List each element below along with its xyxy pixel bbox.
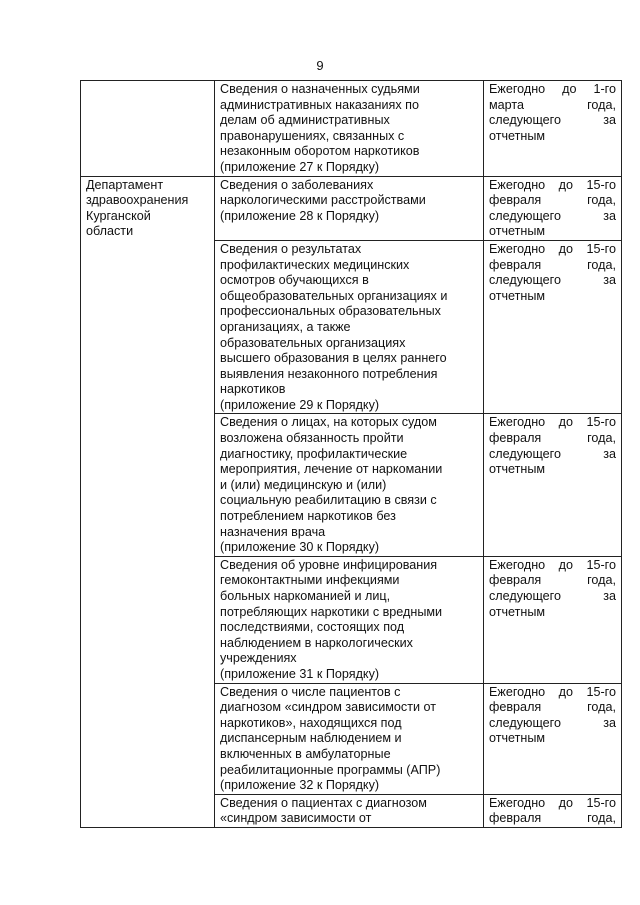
description-cell: Сведения о пациентах с диагнозом «синдром зависимости от	[215, 794, 484, 827]
deadline-cell	[484, 414, 622, 556]
deadline-cell	[484, 81, 622, 177]
description-cell: Сведения о числе пациентов с диагнозом «синдром зависимости от наркотиков», находящихся под диспансерным наблюдением и включенных в амбулаторные реабилитационные программы (АПР) (приложение 32 к Порядку)	[215, 683, 484, 794]
deadline-line: отчетным	[489, 462, 546, 477]
deadline-line: следующего за	[489, 208, 616, 223]
deadline-line: отчетным	[489, 288, 546, 303]
deadline-line: следующего за	[489, 589, 616, 603]
deadline-line: Ежегодно до 15-го	[489, 795, 616, 810]
deadline-cell	[484, 176, 622, 240]
deadline-line: Ежегодно до 15-го	[489, 177, 616, 192]
description-cell: Сведения о назначенных судьями административных наказаниях по делам об административных правонарушениях, связанных с незаконным оборотом наркотиков (приложение 27 к Порядку)	[215, 81, 484, 177]
deadline-line: февраля года,	[489, 700, 616, 715]
deadline-line: следующего за	[489, 113, 616, 128]
department-cell	[81, 81, 215, 177]
deadline-line: марта года,	[489, 97, 616, 112]
deadline-line: отчетным	[489, 604, 546, 619]
reporting-table	[80, 80, 622, 828]
deadline-line: февраля года,	[489, 257, 616, 272]
deadline-line: февраля года,	[489, 573, 616, 588]
deadline-line: отчетным	[489, 128, 546, 143]
deadline-line: февраля года,	[489, 193, 616, 208]
deadline-cell	[484, 240, 622, 414]
deadline-line: февраля года,	[489, 431, 616, 446]
description-cell: Сведения об уровне инфицирования гемоконтактными инфекциями больных наркоманией и лиц, потребляющих наркотики с вредными последствиями, состоящих под наблюдением в наркологических учреждениях (приложение 31 к Порядку)	[215, 556, 484, 683]
deadline-line: Ежегодно до 15-го	[489, 557, 616, 572]
page-number: 9	[316, 58, 324, 73]
deadline-line: отчетным	[489, 224, 546, 239]
deadline-cell	[484, 556, 622, 683]
deadline-line: Ежегодно до 15-го	[489, 241, 616, 256]
deadline-line: февраля года,	[489, 811, 616, 826]
department-cell: Департамент здравоохранения Курганской области	[81, 176, 215, 827]
description-cell: Сведения о лицах, на которых судом возложена обязанность пройти диагностику, профилактические мероприятия, лечение от наркомании и (или) медицинскую и (или) социальную реабилитацию в связи с потреблением наркотиков без назначения врача (приложение 30 к Порядку)	[215, 414, 484, 556]
deadline-line: отчетным	[489, 731, 546, 746]
deadline-line: следующего за	[489, 715, 616, 730]
deadline-line: Ежегодно до 1-го	[489, 82, 616, 96]
deadline-cell	[484, 794, 622, 827]
deadline-cell	[484, 683, 622, 794]
deadline-line: Ежегодно до 15-го	[489, 415, 616, 430]
deadline-line: следующего за	[489, 446, 616, 461]
deadline-line: следующего за	[489, 273, 616, 288]
table-row	[81, 176, 622, 240]
description-cell: Сведения о заболеваниях наркологическими расстройствами (приложение 28 к Порядку)	[215, 176, 484, 240]
deadline-line: Ежегодно до 15-го	[489, 684, 616, 699]
table-row	[81, 81, 622, 177]
description-cell: Сведения о результатах профилактических медицинских осмотров обучающихся в общеобразовательных организациях и профессиональных образовательных организациях, а также образовательных организациях высшего образования в целях раннего выявления незаконного потребления наркотиков (приложение 29 к Порядку)	[215, 240, 484, 414]
